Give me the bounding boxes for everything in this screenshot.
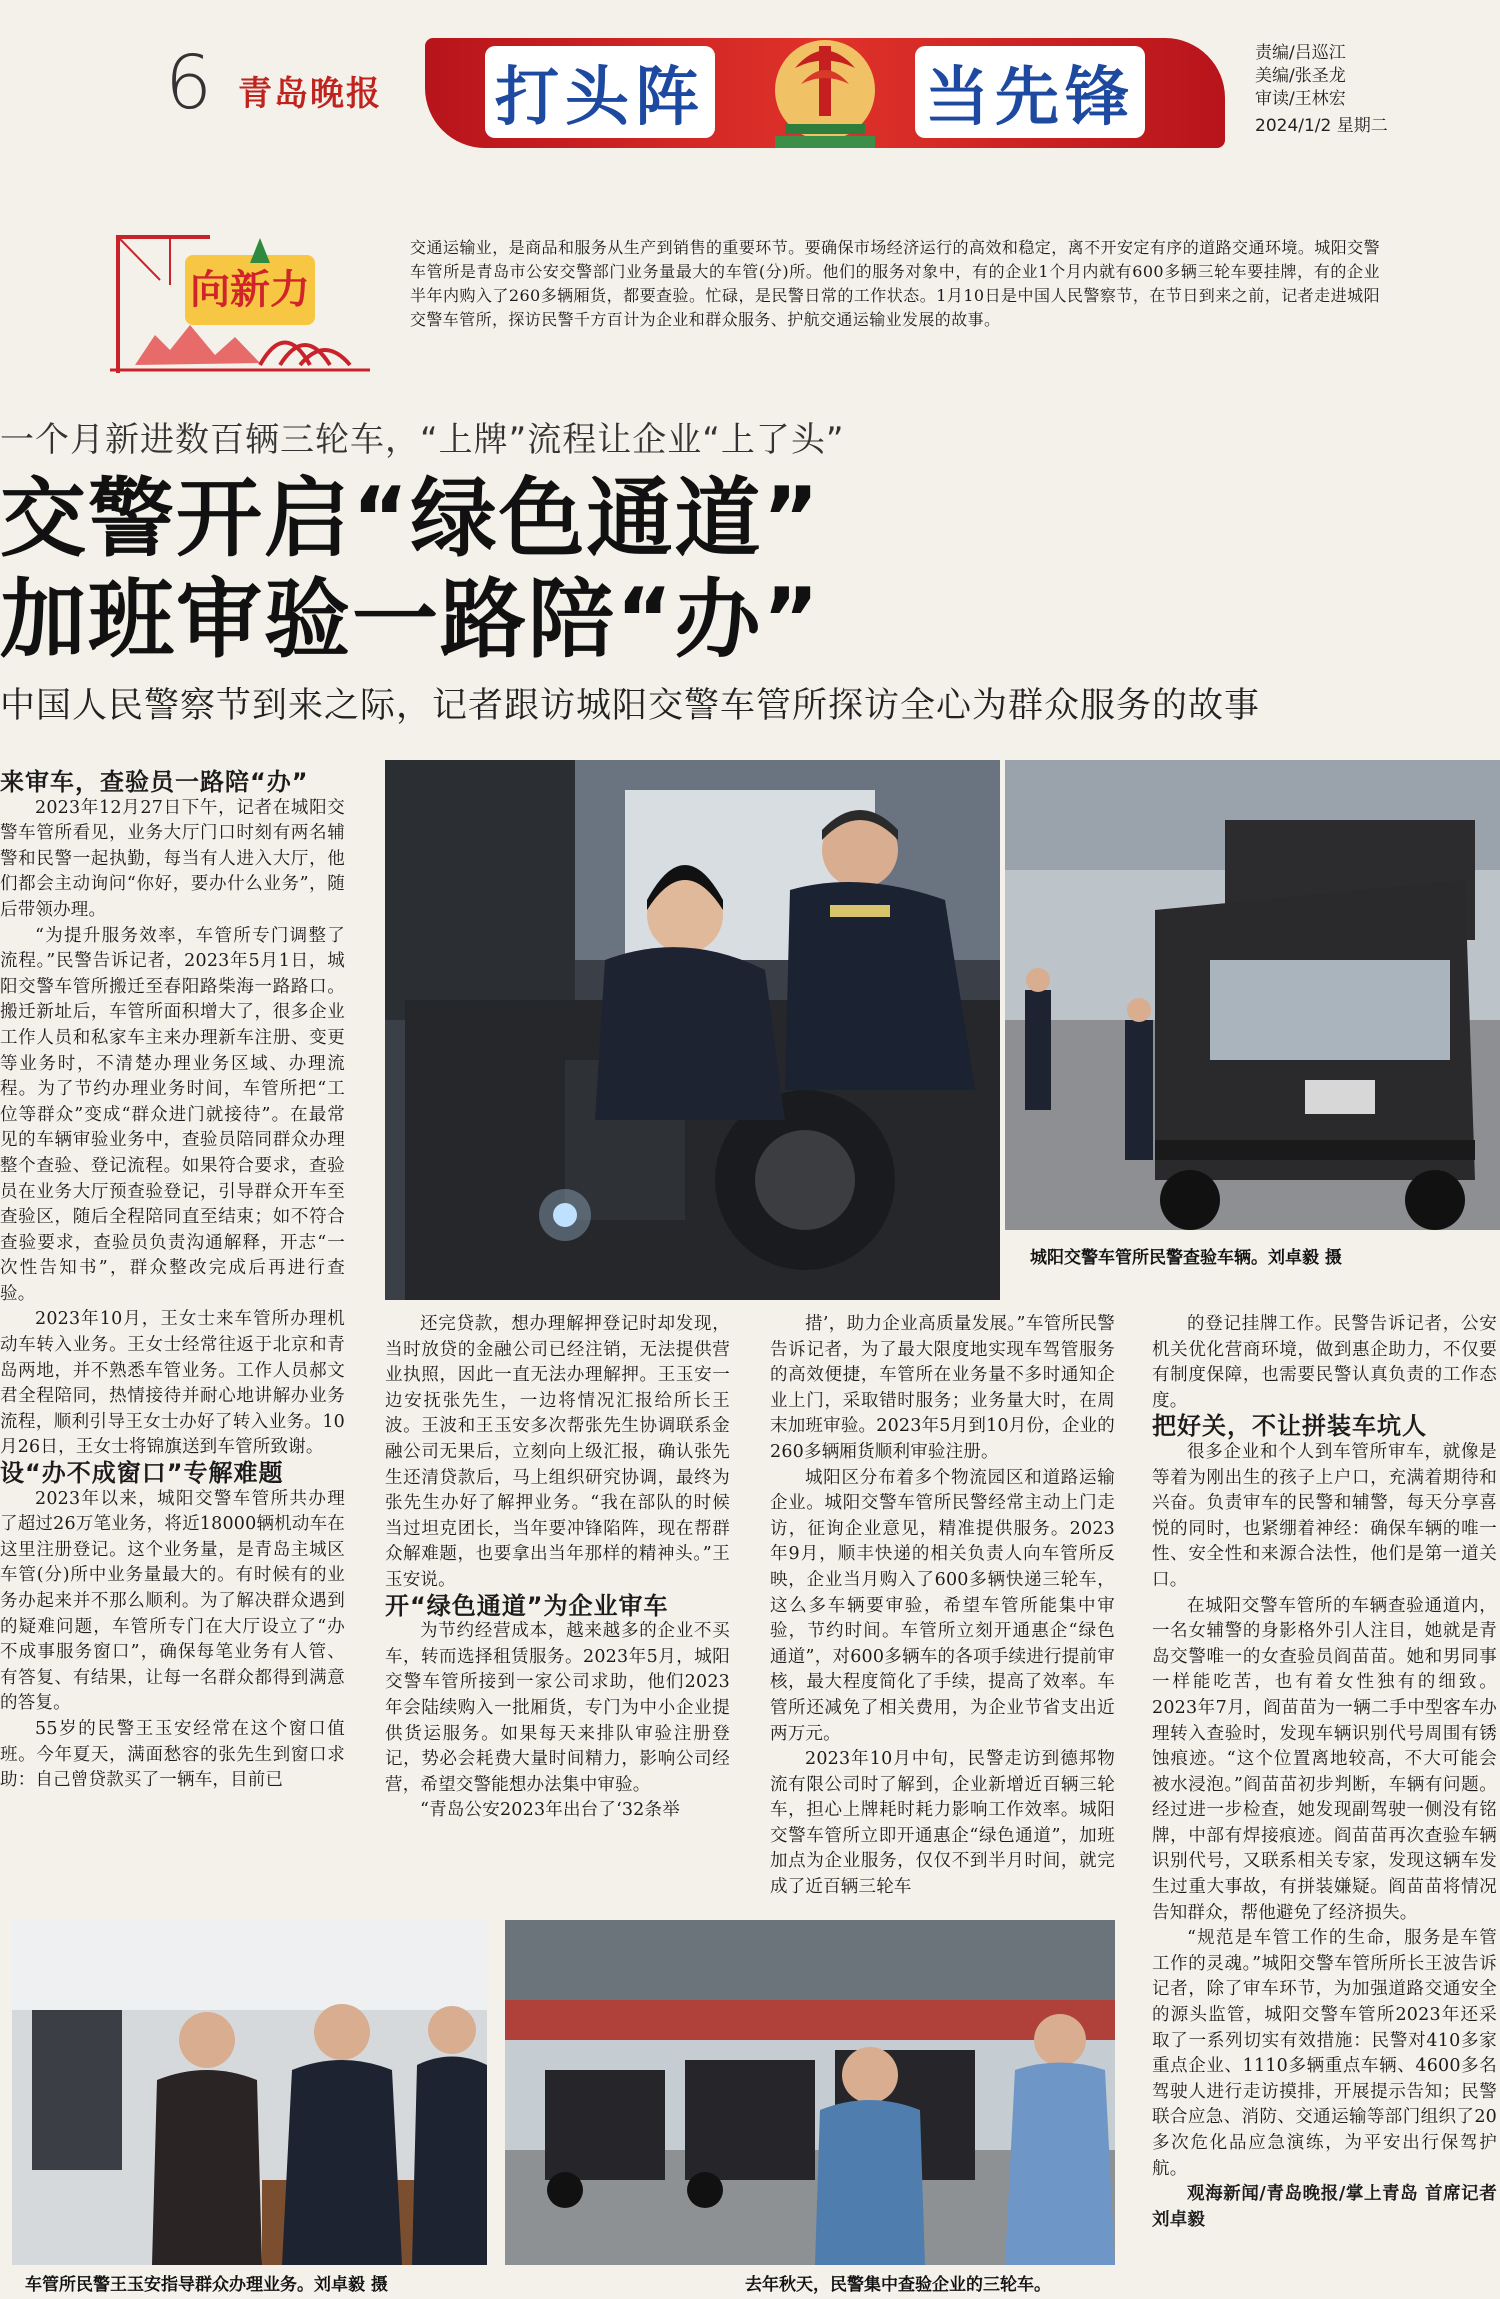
article-column-3	[770, 1312, 1115, 1901]
subheading-inspection: 来审车，查验员一路陪“办”	[0, 768, 309, 796]
paragraph: 55岁的民警王玉安经常在这个窗口值班。今年夏天，满面愁容的张先生到窗口求助：自己曾贷款买了一辆车，目前已	[0, 1718, 345, 1791]
credit-proofreader: 审读/王林宏	[1255, 89, 1346, 109]
article-column-1	[0, 770, 345, 1794]
photo-truck-inspection	[1005, 760, 1500, 1230]
paragraph: 2023年以来，城阳交警车管所共办理了超过26万笔业务，将近18000辆机动车在这里注册登记。这个业务量，是青岛主城区车管(分)所中业务量最大的。有时候有的业务办起来并不那么顺利。为了解决群众遇到的疑难问题，车管所专门在大厅设立了“办不成事服务窗口”，确保每笔业务有人管、有答复、有结果，让每一名群众都得到满意的答复。	[0, 1488, 345, 1714]
page-number: 6	[165, 40, 213, 126]
paragraph: 很多企业和个人到车管所审车，就像是等着为刚出生的孩子上户口，充满着期待和兴奋。负责审车的民警和辅警，每天分享喜悦的同时，也紧绷着神经：确保车辆的唯一性、安全性和来源合法性，他们是第一道关口。	[1152, 1441, 1497, 1590]
paragraph: 在城阳交警车管所的车辆查验通道内，一名女辅警的身影格外引人注目，她就是青岛交警唯一的女查验员阎苗苗。她和男同事一样能吃苦，也有着女性独有的细致。2023年7月，阎苗苗为一辆二手中型客车办理转入查验时，发现车辆识别代号周围有锈蚀痕迹。“这个位置离地较高，不大可能会被水浸泡。”阎苗苗初步判断，车辆有问题。经过进一步检查，她发现副驾驶一侧没有铭牌，中部有焊接痕迹。阎苗苗再次查验车辆识别代号，又联系相关专家，发现这辆车发生过重大事故，有拼装嫌疑。阎苗苗将情况告知群众，帮他避免了经济损失。	[1152, 1595, 1497, 1923]
paragraph: 2023年10月，王女士来车管所办理机动车转入业务。王女士经常往返于北京和青岛两地，并不熟悉车管业务。工作人员郝文君全程陪同，热情接待并耐心地讲解办业务流程，顺利引导王女士办好了转入业务。10月26日，王女士将锦旗送到车管所致谢。	[0, 1309, 345, 1458]
paragraph: “规范是车管工作的生命，服务是车管工作的灵魂。”城阳交警车管所所长王波告诉记者，除了审车环节，为加强道路交通安全的源头监管，城阳交警车管所2023年还采取了一系列切实有效措施：民警对410多家重点企业、1110多辆重点车辆、4600多名驾驶人进行走访摸排，开展提示告知；民警联合应急、消防、交通运输等部门组织了20多次危化品应急演练，为平安出行保驾护航。	[1152, 1928, 1497, 2179]
caption-tricycles: 去年秋天，民警集中查验企业的三轮车。	[745, 2275, 1051, 2295]
paper-name: 青岛晚报	[238, 74, 382, 114]
kicker-headline: 一个月新进数百辆三轮车，“上牌”流程让企业“上了头”	[0, 420, 845, 460]
column-logo-text: 向新力	[190, 267, 310, 313]
paragraph: “青岛公安2023年出台了‘32条举	[420, 1800, 680, 1821]
main-headline-line1: 交警开启“绿色通道”	[0, 469, 822, 569]
caption-truck-inspection: 城阳交警车管所民警查验车辆。刘卓毅 摄	[1030, 1248, 1342, 1268]
banner-slogan-right: 当先锋	[915, 46, 1145, 138]
credit-designer: 美编/张圣龙	[1255, 66, 1346, 86]
paragraph: 2023年12月27日下午，记者在城阳交警车管所看见，业务大厅门口时刻有两名辅警和民警一起执勤，每当有人进入大厅，他们都会主动询问“你好，要办什么业务”，随后带领办理。	[0, 797, 345, 920]
photo-engine-inspection	[385, 760, 1000, 1300]
photo-tricycles	[505, 1920, 1115, 2265]
paragraph: 城阳区分布着多个物流园区和道路运输企业。城阳交警车管所民警经常主动上门走访，征询企业意见，精准提供服务。2023年9月，顺丰快递的相关负责人向车管所反映，企业当月购入了600多辆快递三轮车，这么多车辆要审验，希望车管所能集中审验，节约时间。车管所立刻开通惠企“绿色通道”，对600多辆车的各项手续进行提前审核，最大程度简化了手续，提高了效率。车管所还减免了相关费用，为企业节省支出近两万元。	[770, 1467, 1115, 1744]
paragraph: 2023年10月中旬，民警走访到德邦物流有限公司时了解到，企业新增近百辆三轮车，担心上牌耗时耗力影响工作效率。城阳交警车管所立即开通惠企“绿色通道”，加班加点为企业服务，仅仅不到半月时间，就完成了近百辆三轮车	[770, 1749, 1115, 1898]
intro-paragraph: 交通运输业，是商品和服务从生产到销售的重要环节。要确保市场经济运行的高效和稳定，离不开安定有序的道路交通环境。城阳交警车管所是青岛市公安交警部门业务量最大的车管(分)所。他们的服务对象中，有的企业1个月内就有600多辆三轮车要挂牌，有的企业半年内购入了260多辆厢货，都要查验。忙碌，是民警日常的工作状态。1月10日是中国人民警察节，在节日到来之前，记者走进城阳交警车管所，探访民警千方百计为企业和群众服务、护航交通运输业发展的故事。	[410, 238, 1380, 329]
deck-headline: 中国人民警察节到来之际，记者跟访城阳交警车管所探访全心为群众服务的故事	[0, 686, 1261, 726]
main-headline-line2: 加班审验一路陪“办”	[0, 570, 822, 670]
section-banner	[425, 28, 1225, 163]
article-column-2	[385, 1312, 730, 1824]
banner-slogan-left: 打头阵	[485, 46, 715, 138]
issue-date: 2024/1/2 星期二	[1255, 116, 1388, 136]
paragraph: “为提升服务效率，车管所专门调整了流程。”民警告诉记者，2023年5月1日，城阳交警车管所搬迁至春阳路柴海一路路口。搬迁新址后，车管所面积增大了，很多企业工作人员和私家车主来办理新车注册、变更等业务时，不清楚办理业务区域、办理流程。为了节约办理业务时间，车管所把“工位等群众”变成“群众进门就接待”。在最常见的车辆审验业务中，查验员陪同群众办理整个查验、登记流程。如果符合要求，查验员在业务大厅预查验登记，引导群众开车至查验区，随后全程陪同直至结束；如不符合查验要求，查验员负责沟通解释，开志“一次性告知书”，群众整改完成后再进行查验。	[0, 925, 345, 1304]
caption-service-window: 车管所民警王玉安指导群众办理业务。刘卓毅 摄	[25, 2275, 388, 2295]
paragraph: 为节约经营成本，越来越多的企业不买车，转而选择租赁服务。2023年5月，城阳交警车管所接到一家公司求助，他们2023年会陆续购入一批厢货，专门为中小企业提供货运服务。如果每天来排队审验注册登记，势必会耗费大量时间精力，影响公司经营，希望交警能想办法集中审验。	[385, 1621, 730, 1795]
paragraph: 的登记挂牌工作。民警告诉记者，公安机关优化营商环境，做到惠企助力，不仅要有制度保障，也需要民警认真负责的工作态度。	[1152, 1314, 1497, 1411]
paragraph: 措’，助力企业高质量发展。”车管所民警告诉记者，为了最大限度地实现车驾管服务的高效便捷，车管所在业务量不多时通知企业上门，采取错时服务；业务量大时，在周末加班审验。2023年5月到10月份，企业的260多辆厢货顺利审验注册。	[770, 1314, 1115, 1462]
subheading-green-channel: 开“绿色通道”为企业审车	[385, 1591, 669, 1620]
photo-service-window	[12, 1920, 487, 2265]
monument-icon	[765, 28, 885, 158]
article-column-4	[1152, 1312, 1497, 2233]
credit-editor: 责编/吕巡江	[1255, 43, 1346, 63]
editor-credits	[1255, 42, 1388, 138]
subheading-problem-window: 设“办不成窗口”专解难题	[0, 1459, 284, 1488]
column-logo-icon	[110, 225, 370, 375]
subheading-quality-check: 把好关，不让拼装车坑人	[1152, 1412, 1427, 1441]
byline: 观海新闻/青岛晚报/掌上青岛 首席记者 刘卓毅	[1152, 2184, 1497, 2230]
paragraph: 还完贷款，想办理解押登记时却发现，当时放贷的金融公司已经注销，无法提供营业执照，因此一直无法办理解押。王玉安一边安抚张先生，一边将情况汇报给所长王波。王波和王玉安多次帮张先生协调联系金融公司无果后，立刻向上级汇报，确认张先生还清贷款后，马上组织研究协调，最终为张先生办好了解押业务。“我在部队的时候当过坦克团长，当年要冲锋陷阵，现在帮群众解难题，也要拿出当年那样的精神头。”王玉安说。	[385, 1314, 730, 1590]
